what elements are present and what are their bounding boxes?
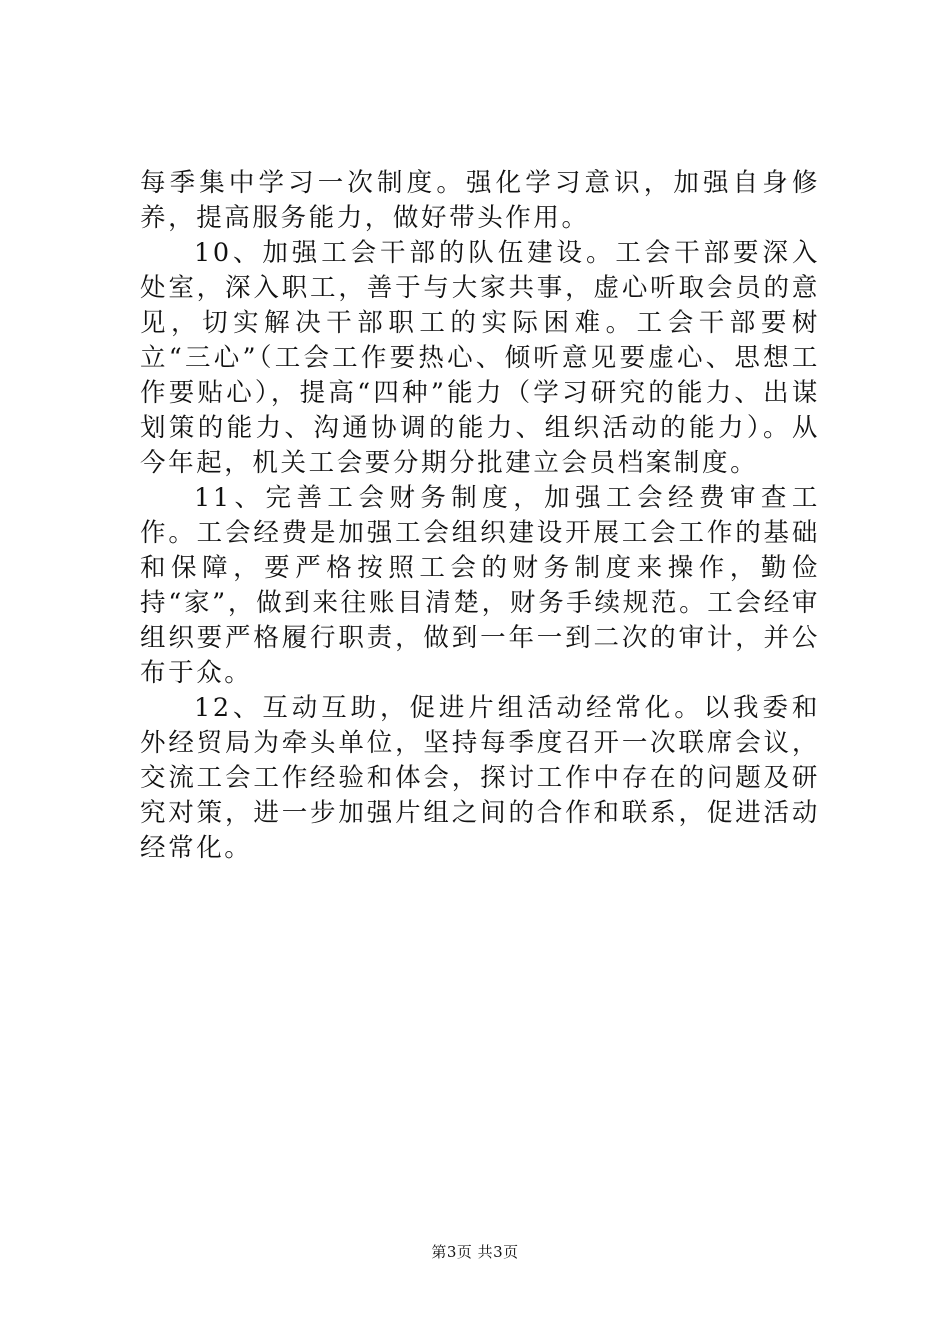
document-body <box>140 166 820 866</box>
paragraph-item-11: 11、完善工会财务制度，加强工会经费审查工作。工会经费是加强工会组织建设开展工会工作的基础和保障，要严格按照工会的财务制度来操作，勤俭持“家”，做到来往账目清楚，财务手续规范。工会经审组织要严格履行职责，做到一年一到二次的审计，并公布于众。 <box>140 483 820 688</box>
paragraph-item-10: 10、加强工会干部的队伍建设。工会干部要深入处室，深入职工，善于与大家共事，虚心听取会员的意见，切实解决干部职工的实际困难。工会干部要树立“三心”（工会工作要热心、倾听意见要虚心、思想工作要贴心），提高“四种”能力（学习研究的能力、出谋划策的能力、沟通协调的能力、组织活动的能力）。从今年起，机关工会要分期分批建立会员档案制度。 <box>140 238 820 478</box>
paragraph-item-12: 12、互动互助，促进片组活动经常化。以我委和外经贸局为牵头单位，坚持每季度召开一次联席会议，交流工会工作经验和体会，探讨工作中存在的问题及研究对策，进一步加强片组之间的合作和联系，促进活动经常化。 <box>140 693 820 863</box>
paragraph-continuation: 每季集中学习一次制度。强化学习意识，加强自身修养，提高服务能力，做好带头作用。 <box>140 168 820 233</box>
page-number-footer: 第3页 共3页 <box>431 1243 519 1261</box>
